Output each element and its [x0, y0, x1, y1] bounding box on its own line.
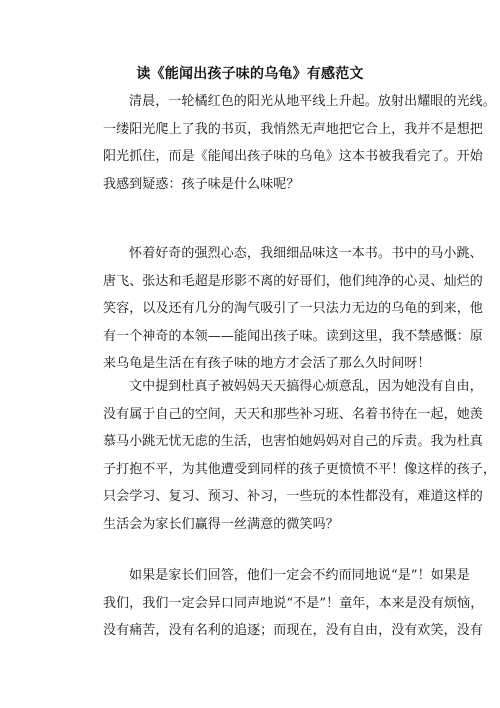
paragraph-line: 笑容，以及还有几分的淘气吸引了一只法力无边的乌龟的到来，他: [103, 301, 483, 317]
paragraph-line: 如果是家长们回答，他们一定会不约而同地说“是”！如果是: [129, 568, 470, 583]
paragraph-line: 一缕阳光爬上了我的书页，我悄然无声地把它合上，我并不是想把: [103, 121, 483, 137]
paragraph-line: 生活会为家长们赢得一丝满意的微笑吗？: [103, 516, 339, 532]
paragraph-line: 怀着好奇的强烈心态，我细细品味这一本书。书中的马小跳、: [129, 246, 483, 261]
paragraph-2: [103, 240, 483, 378]
paragraph-line: 没有痛苦，没有名利的追逐；而现在，没有自由，没有欢笑，没有: [103, 623, 483, 639]
document-title: 读《能闻出孩子味的乌龟》有感范文: [136, 66, 364, 82]
paragraph-3: [103, 373, 497, 539]
paragraph-line: 唐飞、张达和毛超是形影不离的好哥们，他们纯净的心灵、灿烂的: [103, 273, 483, 289]
paragraph-line: 我感到疑惑：孩子味是什么味呢？: [103, 176, 300, 192]
paragraph-1: [103, 88, 496, 198]
paragraph-line: 文中提到杜真子被妈妈天天搞得心烦意乱，因为她没有自由，: [129, 379, 483, 394]
paragraph-line: 有一个神奇的本领——能闻出孩子味。读到这里，我不禁感慨：原: [103, 328, 483, 344]
paragraph-line: 清晨，一轮橘红色的阳光从地平线上升起。放射出耀眼的光线。: [129, 94, 496, 109]
paragraph-line: 子打抱不平，为其他遭受到同样的孩子更愤愤不平！像这样的孩子，: [103, 461, 497, 477]
paragraph-line: 没有属于自己的空间，天天和那些补习班、名着书待在一起，她羡: [103, 406, 483, 422]
paragraph-line: 只会学习、复习、预习、补习，一些玩的本性都没有，难道这样的: [103, 489, 483, 505]
paragraph-4: [103, 562, 484, 645]
paragraph-line: 来乌龟是生活在有孩子味的地方才会活了那么久时间呀！: [103, 356, 431, 372]
paragraph-line: 慕马小跳无忧无虑的生活，也害怕她妈妈对自己的斥责。我为杜真: [103, 434, 483, 450]
paragraph-line: 阳光抓住，而是《能闻出孩子味的乌龟》这本书被我看完了。开始: [103, 149, 483, 165]
paragraph-line: 我们，我们一定会异口同声地说“不是”！童年，本来是没有烦恼，: [103, 595, 484, 611]
